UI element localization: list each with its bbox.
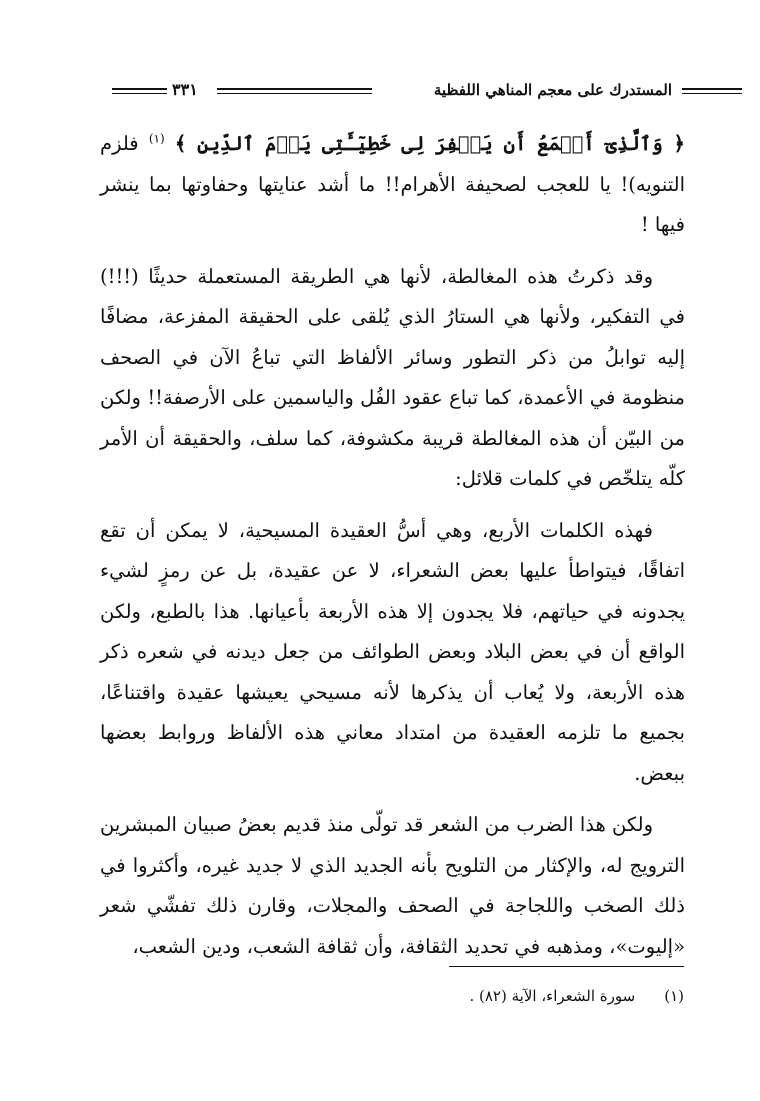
running-header-title: المستدرك على معجم المناهي اللفظية bbox=[433, 81, 672, 99]
paragraph-1 bbox=[100, 124, 685, 246]
paragraph-2: وقد ذكرتُ هذه المغالطة، لأنها هي الطريقة المستعملة حديثًا (!!!) في التفكير، ولأنها هي الستارُ الذي يُلقى على الحقيقة المفزعة، مضافًا إليه توابلُ من ذكر التطور وسائر الألفاظ التي تباعُ الآن في الصحف منظومة في الأعمدة، كما تباع عقود الفُل والياسمين على الأرصفة!! ولكن من البيّن أن هذه المغالطة قريبة مكشوفة، كما سلف، والحقيقة أن الأمر كلّه يتلخّص في كلمات قلائل: bbox=[100, 264, 685, 490]
footnote-separator bbox=[449, 966, 684, 967]
quran-verse: ﴿ وَٱلَّذِىٓ أَطۡمَعُ أَن يَغۡفِرَ لِى خَطِيٓـَٔتِى يَوۡمَ ٱلدِّينِ ﴾ bbox=[174, 132, 685, 155]
header-rule-middle bbox=[217, 88, 372, 90]
paragraph-1-text: فلزم التنويه)! يا للعجب لصحيفة الأهرام!! ما أشد عنايتها وحفاوتها بما ينشر فيها ! bbox=[100, 132, 685, 236]
header-rule-right bbox=[682, 88, 742, 90]
page-body bbox=[100, 124, 685, 978]
paragraph-3: فهذه الكلمات الأربع، وهي أسُّ العقيدة المسيحية، لا يمكن أن تقع اتفاقًا، فيتواطأ عليها بعض الشعراء، لا عن عقيدة، بل عن رمزٍ لشيء يجدونه في حياتهم، فلا يجدون إلا هذه الأربعة بأعيانها. هذا بالطبع، ولكن الواقع أن في بعض البلاد وبعض الطوائف من جعل ديدنه في شعره ذكر هذه الأربعة، ولا يُعاب أن يذكرها لأنه مسيحي يعيشها عقيدة واقتناعًا، بجميع ما تلزمه العقيدة من امتداد معاني هذه الألفاظ وروابط بعضها ببعض. bbox=[100, 518, 685, 785]
page-number: ٣٣١ bbox=[172, 80, 198, 99]
header-rule-left bbox=[112, 88, 167, 90]
paragraph-4: ولكن هذا الضرب من الشعر قد تولّى منذ قديم بعضُ صبيان المبشرين الترويج له، والإكثار من التلويح بأنه الجديد الذي لا جديد غيره، وأكثروا في ذلك الصخب واللجاجة في الصحف والمجلات، وقارن ذلك تفشّي شعر «إليوت»، ومذهبه في تحديد الثقافة، وأن ثقافة الشعب، ودين الشعب، bbox=[100, 813, 685, 958]
footnote bbox=[99, 984, 684, 1008]
footnote-text: سورة الشعراء، الآية (٨٢) . bbox=[469, 987, 636, 1005]
footnote-reference[interactable]: (١) bbox=[148, 131, 165, 146]
running-header bbox=[112, 78, 672, 102]
footnote-number: (١) bbox=[664, 987, 684, 1005]
